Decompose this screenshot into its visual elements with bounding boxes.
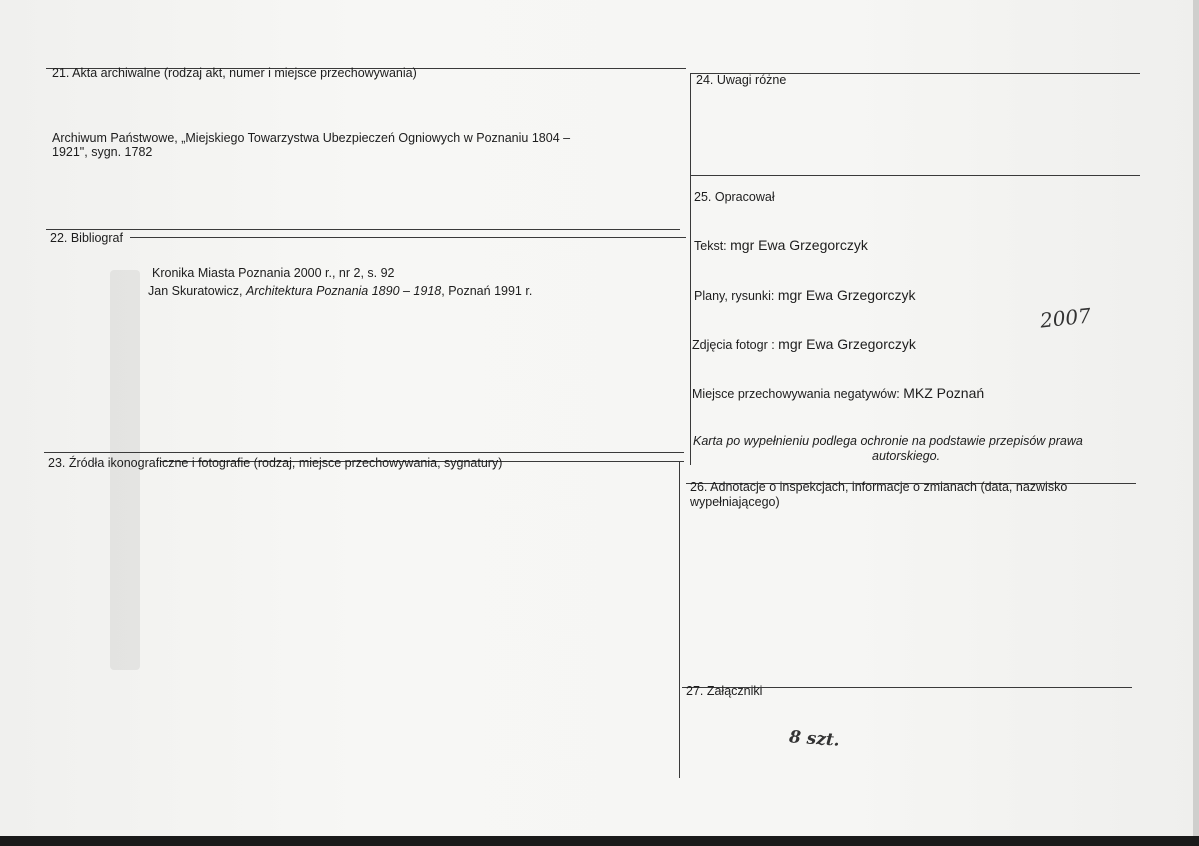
- author-plans-value: mgr Ewa Grzegorczyk: [777, 287, 916, 303]
- section-24-heading: 24. Uwagi różne: [696, 73, 787, 87]
- negatives-location-label: Miejsce przechowywania negatywów:: [692, 387, 904, 401]
- section-22-heading: 22. Bibliograf: [50, 231, 123, 245]
- negatives-location-row: [692, 385, 984, 403]
- archive-line-1: Archiwum Państwowe, „Miejskiego Towarzystwa Ubezpieczeń Ogniowych w Poznaniu 1804 –: [52, 131, 571, 145]
- author-text-row: [694, 237, 868, 255]
- archive-line-2: 1921", sygn. 1782: [52, 145, 153, 159]
- bibliography-entry-2: [148, 284, 532, 299]
- rule-vertical-lower: [679, 462, 680, 778]
- scan-edge: [1193, 0, 1199, 846]
- handwritten-attachments-count: 8 szt.: [788, 727, 841, 751]
- rule-vertical-upper: [690, 73, 691, 465]
- bibliography-entry-2-title: Architektura Poznania 1890 – 1918: [245, 284, 442, 298]
- section-27-heading: 27. Załączniki: [686, 684, 763, 698]
- handwritten-year: 2007: [1038, 303, 1093, 333]
- author-text-label: Tekst:: [694, 239, 731, 253]
- author-photos-value: mgr Ewa Grzegorczyk: [778, 336, 916, 352]
- rule-24-25: [690, 175, 1140, 176]
- rule-22-23: [44, 452, 684, 453]
- section-26-heading-line-2: wypełniającego): [690, 495, 780, 509]
- author-text-value: mgr Ewa Grzegorczyk: [730, 237, 868, 253]
- bibliography-entry-2-author: Jan Skuratowicz,: [148, 284, 246, 298]
- copyright-note-line-1: Karta po wypełnieniu podlega ochronie na podstawie przepisów prawa: [693, 434, 1083, 448]
- section-26-heading-line-1: 26. Adnotacje o inspekcjach, informacje o zmianach (data, nazwisko: [690, 480, 1068, 494]
- copyright-note-line-2: autorskiego.: [872, 449, 941, 463]
- section-21-heading: 21. Akta archiwalne (rodzaj akt, numer i miejsce przechowywania): [52, 66, 417, 80]
- rule-21-22-b: [130, 237, 686, 238]
- author-photos-label: Zdjęcia fotogr :: [692, 338, 779, 352]
- section-23-heading: 23. Źródła ikonograficzne i fotografie (rodzaj, miejsce przechowywania, sygnatury): [48, 456, 503, 470]
- scan-edge-bottom: [0, 836, 1199, 846]
- author-plans-row: [694, 287, 916, 305]
- negatives-location-value: MKZ Poznań: [903, 385, 985, 401]
- author-photos-row: [692, 336, 916, 354]
- section-25-heading: 25. Opracował: [694, 190, 775, 204]
- author-plans-label: Plany, rysunki:: [694, 289, 778, 303]
- rule-21-22: [46, 229, 680, 230]
- bibliography-entry-2-rest: , Poznań 1991 r.: [441, 284, 533, 298]
- bibliography-entry-1: Kronika Miasta Poznania 2000 r., nr 2, s. 92: [152, 266, 395, 280]
